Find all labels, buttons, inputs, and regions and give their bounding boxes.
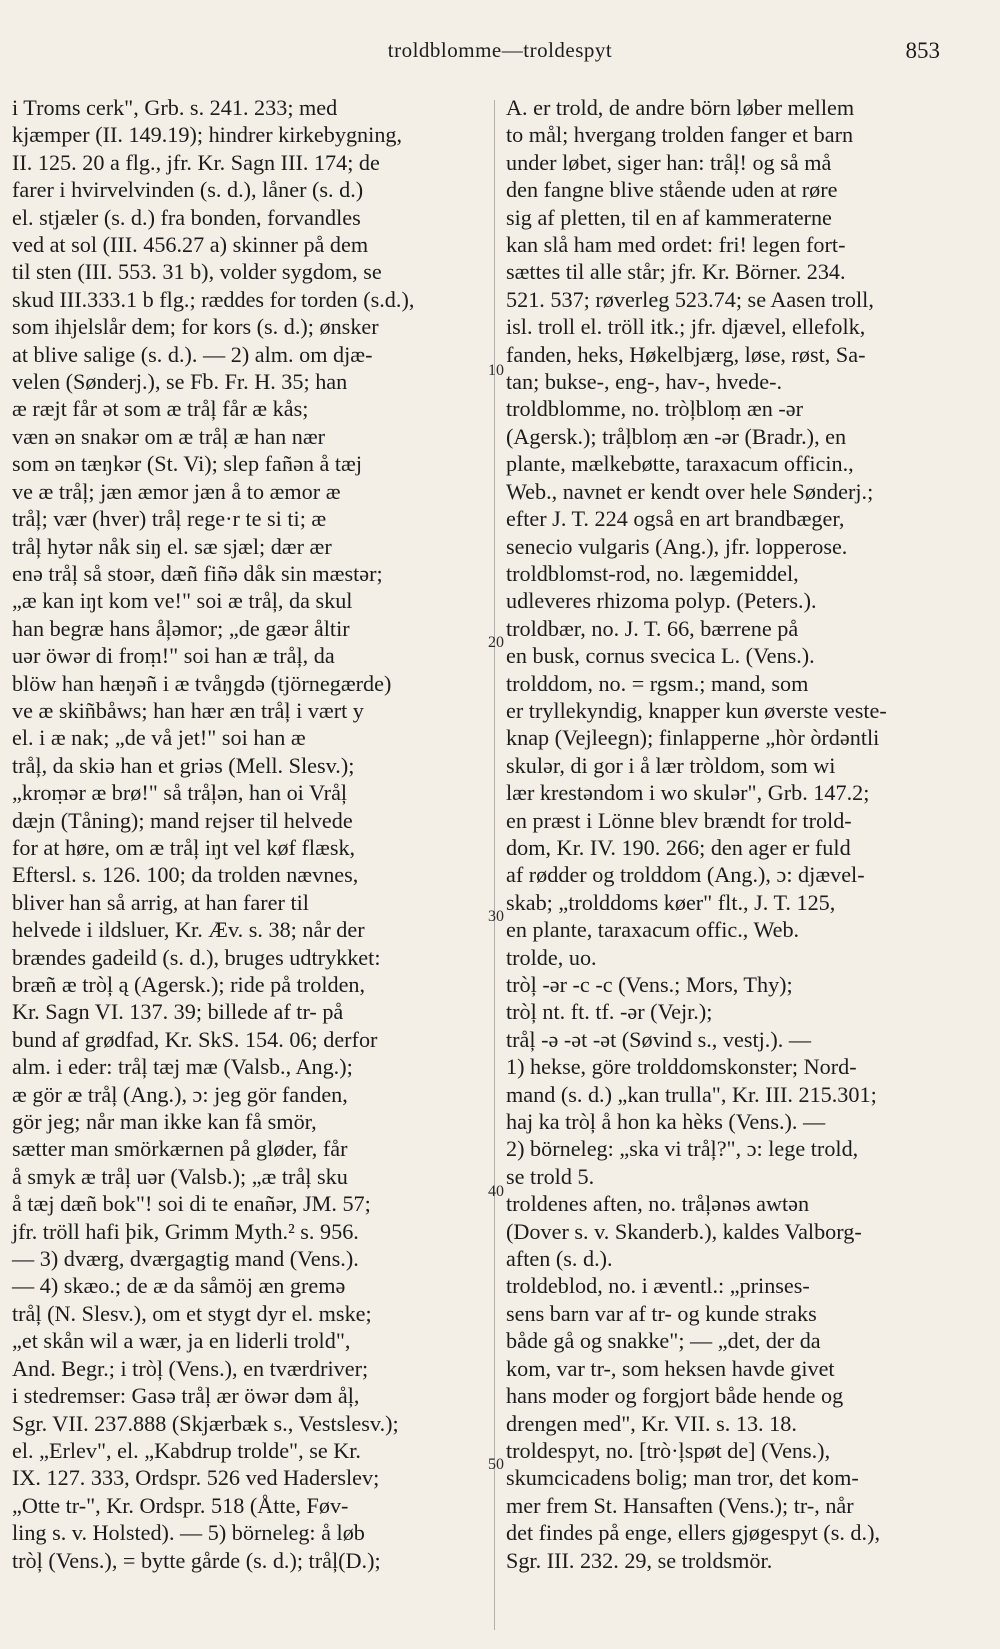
text-line: (Agersk.); tråļbloṃ æn -ər (Bradr.), en [506, 423, 847, 449]
text-line: skab; „trolddoms køer" flt., J. T. 125, [506, 889, 836, 915]
text-line: Sgr. III. 232. 29, se troldsmör. [506, 1547, 773, 1573]
text-line: IX. 127. 333, Ordspr. 526 ved Haderslev; [12, 1465, 380, 1491]
text-line: tråļ; vær (hver) tråļ rege·r te si ti; æ [12, 506, 327, 532]
right-column [506, 94, 946, 1634]
text-line: væn ən snakər om æ tråļ æ han nær [12, 423, 326, 449]
line-number: 10 [488, 362, 504, 379]
text-line: jfr. tröll hafi þik, Grimm Myth.² s. 956. [12, 1218, 359, 1244]
text-line: enə tråļ så stoər, dæñ fiñə dåk sin mæstər; [12, 560, 383, 586]
text-line: knap (Vejleegn); finlapperne „hòr òrdəntli [506, 725, 880, 751]
text-line: troldenes aften, no. tråļənəs awtən [506, 1191, 810, 1217]
text-line: mer frem St. Hansaften (Vens.); tr-, når [506, 1492, 854, 1518]
text-line: alm. i eder: tråļ tæj mæ (Valsb., Ang.); [12, 1054, 353, 1080]
text-line: ve æ tråļ; jæn æmor jæn å to æmor æ [12, 478, 341, 504]
text-line: sættes til alle står; jfr. Kr. Börner. 234. [506, 259, 846, 285]
text-line: en busk, cornus svecica L. (Vens.). [506, 643, 815, 669]
text-line: at blive salige (s. d.). — 2) alm. om djæ- [12, 341, 373, 367]
text-line: til sten (III. 553. 31 b), volder sygdom, se [12, 259, 382, 285]
text-line: æ ræjt får ət som æ tråļ får æ kås; [12, 396, 309, 422]
text-line: troldbær, no. J. T. 66, bærrene på [506, 615, 799, 641]
column-divider [494, 100, 495, 1630]
text-line: el. „Erlev", el. „Kabdrup trolde", se Kr. [12, 1437, 361, 1463]
text-line: sætter man smörkærnen på gløder, får [12, 1136, 348, 1162]
text-line: skulər, di gor i å lær tròldom, som wi [506, 752, 836, 778]
text-line: æ gör æ tråļ (Ang.), ɔ: jeg gör fanden, [12, 1081, 348, 1107]
text-line: Web., navnet er kendt over hele Sønderj.; [506, 478, 874, 504]
text-line: både gå og snakke"; — „det, der da [506, 1328, 821, 1354]
text-line: farer i hvirvelvinden (s. d.), låner (s. d.) [12, 177, 364, 203]
text-line: kan slå ham med ordet: fri! legen fort- [506, 232, 846, 258]
text-line: den fangne blive stående uden at røre [506, 177, 838, 203]
text-line: 2) börneleg: „ska vi tråļ?", ɔ: lege trold, [506, 1136, 859, 1162]
text-line: en plante, taraxacum offic., Web. [506, 917, 800, 943]
text-line: „et skån wil a wær, ja en liderli trold", [12, 1328, 351, 1354]
text-line: ved at sol (III. 456.27 a) skinner på dem [12, 232, 369, 258]
text-line: senecio vulgaris (Ang.), jfr. lopperose. [506, 533, 848, 559]
text-line: A. er trold, de andre börn løber mellem [506, 95, 855, 120]
text-line: trolde, uo. [506, 944, 597, 970]
text-line: el. i æ nak; „de vå jet!" soi han æ [12, 725, 306, 751]
text-line: kjæmper (II. 149.19); hindrer kirkebygning, [12, 122, 403, 148]
text-line: „kroṃər æ brø!" så tråļən, han oi Vråļ [12, 780, 348, 806]
text-line: som ən tæŋkər (St. Vi); slep fañən å tæj [12, 451, 363, 477]
text-line: fanden, heks, Høkelbjærg, løse, røst, Sa- [506, 341, 866, 367]
text-line: er tryllekyndig, knapper kun øverste veste- [506, 697, 887, 723]
text-line: tråļ hytər nåk siŋ el. sæ sjæl; dær ær [12, 533, 332, 559]
text-line: And. Begr.; i tròļ (Vens.), en tværdriver; [12, 1355, 369, 1381]
text-line: bund af grødfad, Kr. SkS. 154. 06; derfor [12, 1026, 378, 1052]
text-line: isl. troll el. tröll itk.; jfr. djævel, ellefolk, [506, 314, 866, 340]
text-line: skumcicadens bolig; man tror, det kom- [506, 1465, 859, 1491]
page-number: 853 [905, 38, 940, 63]
text-line: tråļ (N. Slesv.), om et stygt dyr el. mske; [12, 1300, 372, 1326]
text-line: velen (Sønderj.), se Fb. Fr. H. 35; han [12, 369, 348, 395]
text-line: i stedremser: Gasə tråļ ær öwər dəm åļ, [12, 1383, 360, 1409]
text-line: lær krestəndom i wo skulər", Grb. 147.2; [506, 780, 870, 806]
text-line: blöw han hæŋəñ i æ tvåŋgdə (tjörnegærde) [12, 670, 392, 696]
text-line: ling s. v. Holsted). — 5) börneleg: å løb [12, 1520, 365, 1546]
text-line: i Troms cerk", Grb. s. 241. 233; med [12, 95, 338, 120]
text-line: skud III.333.1 b flg.; ræddes for torden (s.d.), [12, 286, 415, 312]
text-line: tròļ nt. ft. tf. -ər (Vejr.); [506, 999, 713, 1025]
line-number: 30 [488, 908, 504, 925]
text-line: haj ka tròļ å hon ka hèks (Vens.). — [506, 1109, 826, 1135]
text-line: som ihjelslår dem; for kors (s. d.); ønsker [12, 314, 379, 340]
text-line: uər öwər di froṃ!" soi han æ tråļ, da [12, 643, 335, 669]
left-column [12, 94, 487, 1634]
text-line: Sgr. VII. 237.888 (Skjærbæk s., Vestslesv.); [12, 1410, 399, 1436]
text-line: „Otte tr-", Kr. Ordspr. 518 (Åtte, Føv- [12, 1492, 349, 1518]
text-line: Eftersl. s. 126. 100; da trolden nævnes, [12, 862, 359, 888]
text-line: udleveres rhizoma polyp. (Peters.). [506, 588, 817, 614]
text-line: han begræ hans åļəmor; „de gæər åltir [12, 615, 350, 641]
text-line: tråļ -ə -ət -ət (Søvind s., vestj.). — [506, 1026, 812, 1052]
text-line: tråļ, da skiə han et griəs (Mell. Slesv.); [12, 752, 355, 778]
line-number: 20 [488, 634, 504, 651]
text-line: dæjn (Tåning); mand rejser til helvede [12, 807, 353, 833]
text-line: el. stjæler (s. d.) fra bonden, forvandles [12, 204, 361, 230]
line-number: 50 [488, 1456, 504, 1473]
text-line: hans moder og forgjort både hende og [506, 1383, 844, 1409]
text-line: tròļ -ər -c -c (Vens.; Mors, Thy); [506, 972, 793, 997]
text-line: drengen med", Kr. VII. s. 13. 18. [506, 1410, 797, 1436]
text-line: det findes på enge, ellers gjøgespyt (s. d.), [506, 1520, 881, 1546]
text-line: ve æ skiñbåws; han hær æn tråļ i vært y [12, 697, 364, 723]
text-line: for at høre, om æ tråļ iŋt vel køf flæsk, [12, 834, 356, 860]
text-line: helvede i ildsluer, Kr. Æv. s. 38; når der [12, 917, 365, 943]
text-line: plante, mælkebøtte, taraxacum officin., [506, 451, 854, 477]
text-line: tròļ (Vens.), = bytte gårde (s. d.); tråļ(D.); [12, 1547, 381, 1573]
text-line: efter J. T. 224 også en art brandbæger, [506, 506, 845, 532]
text-line: af rødder og trolddom (Ang.), ɔ: djævel- [506, 862, 865, 888]
text-line: tan; bukse-, eng-, hav-, hvede-. [506, 369, 783, 395]
text-line: kom, var tr-, som heksen havde givet [506, 1355, 835, 1381]
text-line: å tæj dæñ bok"! soi di te enañər, JM. 57; [12, 1191, 371, 1217]
text-line: se trold 5. [506, 1163, 595, 1189]
text-line: en præst i Lönne blev brændt for trold- [506, 807, 852, 833]
text-line: troldeblod, no. i æventl.: „prinses- [506, 1273, 810, 1299]
page-header [0, 38, 1000, 72]
line-number: 40 [488, 1183, 504, 1200]
text-line: dom, Kr. IV. 190. 266; den ager er fuld [506, 834, 851, 860]
text-line: troldespyt, no. [trò·ļspøt de] (Vens.), [506, 1437, 831, 1463]
text-line: 521. 537; røverleg 523.74; se Aasen troll, [506, 286, 874, 312]
text-line: bliver han så arrig, at han farer til [12, 889, 309, 915]
text-line: — 3) dværg, dværgagtig mand (Vens.). [12, 1246, 359, 1272]
text-line: aften (s. d.). [506, 1246, 613, 1272]
text-line: mand (s. d.) „kan trulla", Kr. III. 215.301; [506, 1081, 877, 1107]
text-line: (Dover s. v. Skanderb.), kaldes Valborg- [506, 1218, 862, 1244]
text-line: Kr. Sagn VI. 137. 39; billede af tr- på [12, 999, 344, 1025]
text-line: sens barn var af tr- og kunde straks [506, 1300, 817, 1326]
text-line: troldblomme, no. tròļbloṃ æn -ər [506, 396, 804, 422]
text-line: gör jeg; når man ikke kan få smör, [12, 1109, 317, 1135]
text-line: — 4) skæo.; de æ da såmöj æn gremə [12, 1273, 346, 1299]
text-line: 1) hekse, göre trolddomskonster; Nord- [506, 1054, 857, 1080]
text-line: trolddom, no. = rgsm.; mand, som [506, 670, 809, 696]
running-head: troldblomme—troldespyt [387, 38, 613, 62]
text-line: bræñ æ tròļ ą (Agersk.); ride på trolden, [12, 972, 366, 997]
text-line: to mål; hvergang trolden fanger et barn [506, 122, 854, 148]
text-line: å smyk æ tråļ uər (Valsb.); „æ tråļ sku [12, 1163, 348, 1189]
text-line: troldblomst-rod, no. lægemiddel, [506, 560, 799, 586]
text-line: II. 125. 20 a flg., jfr. Kr. Sagn III. 174; de [12, 149, 380, 175]
text-line: sig af pletten, til en af kammeraterne [506, 204, 832, 230]
text-line: brændes gadeild (s. d.), bruges udtrykket: [12, 944, 381, 970]
text-line: under løbet, siger han: tråļ! og så må [506, 149, 832, 175]
text-line: „æ kan iŋt kom ve!" soi æ tråļ, da skul [12, 588, 353, 614]
